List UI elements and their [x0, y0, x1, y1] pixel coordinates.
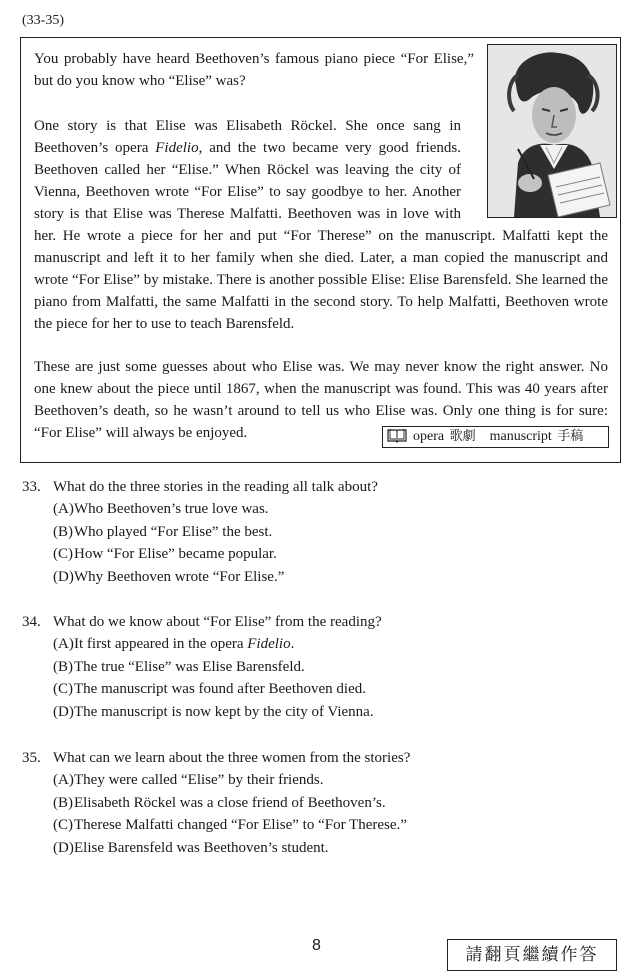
question-range: (33-35): [22, 13, 64, 28]
portrait-wrap-spacer: [471, 115, 608, 223]
reading-passage: [20, 37, 621, 463]
option-c[interactable]: (C)Therese Malfatti changed “For Elise” to “For Therese.”: [53, 817, 407, 834]
book-icon: [387, 428, 407, 450]
glossary-term-opera: opera: [413, 429, 445, 444]
question-33: [22, 476, 612, 589]
option-b[interactable]: (B)Elisabeth Röckel was a close friend of Beethoven’s.: [53, 794, 386, 811]
option-c[interactable]: (C)The manuscript was found after Beethoven died.: [53, 681, 366, 698]
passage-paragraph-2: [34, 115, 608, 335]
glossary-translation-manuscript: 手稿: [557, 429, 584, 444]
question-text: What do the three stories in the reading all talk about?: [53, 479, 378, 495]
option-a[interactable]: (A)It first appeared in the opera Fidelio.: [53, 636, 295, 652]
question-stem: [22, 611, 612, 633]
glossary-box: [382, 426, 609, 448]
option-a-italic: Fidelio: [247, 636, 291, 652]
question-number: 35.: [22, 750, 41, 766]
option-d[interactable]: (D)The manuscript is now kept by the city of Vienna.: [53, 704, 374, 721]
passage-paragraph-1: You probably have heard Beethoven’s famous piano piece “For Elise,” but do you know who “Elise” was?: [34, 51, 474, 89]
option-c[interactable]: (C)How “For Elise” became popular.: [53, 546, 277, 563]
question-number: 34.: [22, 614, 41, 630]
question-text: What do we know about “For Elise” from the reading?: [53, 614, 382, 630]
paragraph-2-text-b: , and the two became very good friends. Beethoven called her “Elise.” When Röckel was leaving the city of Vienna, Beethoven wrote “For Elise” to say goodbye to her. Another story is that Elise was Therese Malfatti. Beethoven was in love with her. He wrote a piece for her and put “For Therese” on the manuscript. Malfatti kept the manuscript and left it to her family when she died. Later, a man copied the manuscript and wrote “For Elise” by mistake. There is another possible Elise: Elise Barensfeld. She learned the piano from Malfatti, the same Malfatti in the second story. To help Malfatti, Beethoven wrote the piece for her to use to teach Barensfeld.: [34, 140, 608, 332]
question-35: [22, 747, 612, 860]
question-stem: [22, 747, 612, 769]
glossary-term-manuscript: manuscript: [489, 429, 552, 444]
question-34: [22, 611, 612, 724]
continue-notice-box: 請翻頁繼續作答: [447, 939, 617, 971]
question-number: 33.: [22, 479, 41, 495]
option-a[interactable]: (A)They were called “Elise” by their friends.: [53, 772, 324, 788]
question-text: What can we learn about the three women from the stories?: [53, 750, 411, 766]
option-b[interactable]: (B)Who played “For Elise” the best.: [53, 523, 273, 540]
question-stem: [22, 476, 612, 498]
option-a[interactable]: (A)Who Beethoven’s true love was.: [53, 501, 269, 517]
option-d[interactable]: (D)Elise Barensfeld was Beethoven’s student.: [53, 840, 329, 857]
page-number: 8: [312, 937, 321, 954]
option-d[interactable]: (D)Why Beethoven wrote “For Elise.”: [53, 569, 285, 586]
paragraph-2-italic: Fidelio: [155, 140, 199, 156]
passage-paragraph-3: These are just some guesses about who Elise was. We may never know the right answer. No one knew about the piece until 1867, when the manuscript was found. This was 40 years after Beethoven’s death, so he wasn’t around to tell us who Elise was. Only one thing is for sure: “For Elise” will always be enjoyed.: [34, 359, 608, 441]
option-b[interactable]: (B)The true “Elise” was Elise Barensfeld.: [53, 658, 305, 675]
glossary-translation-opera: 歌劇: [449, 429, 476, 444]
paragraph-2-text-a: One story is that Elise was Elisabeth Röckel. She once sang in Beethoven’s opera: [34, 118, 461, 156]
